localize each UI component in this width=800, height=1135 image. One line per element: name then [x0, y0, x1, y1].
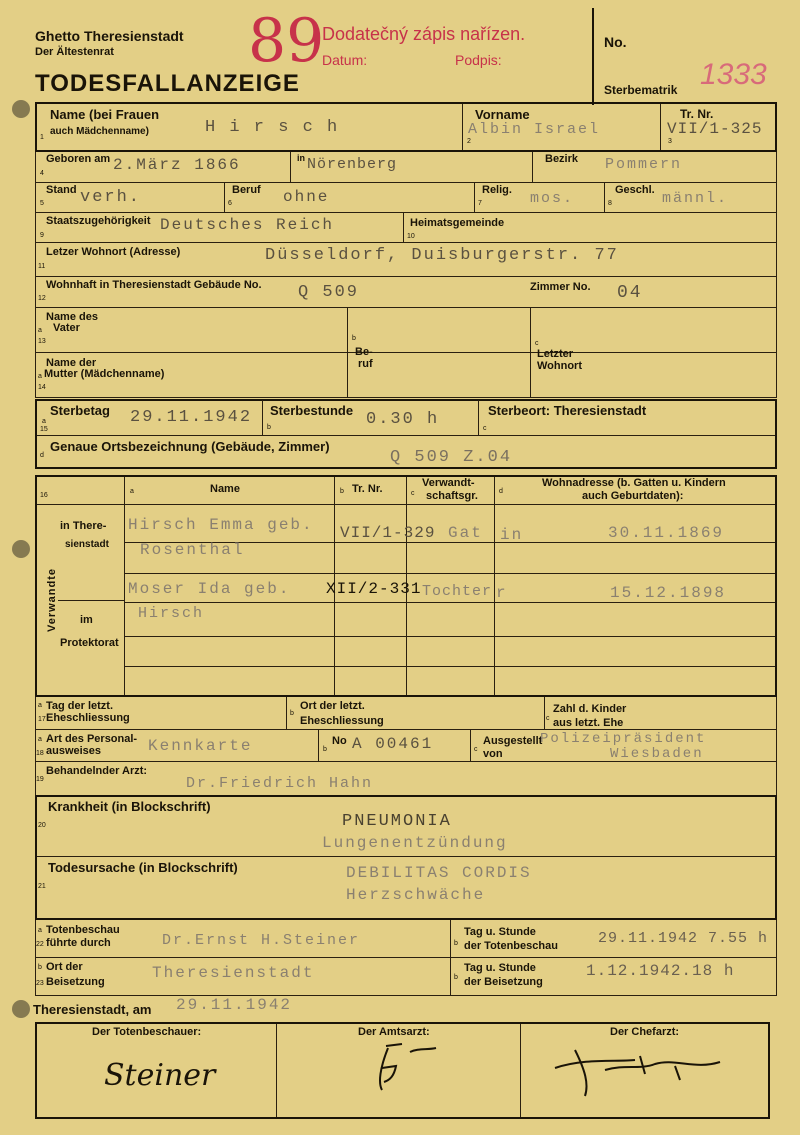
totenbeschau-label: Totenbeschau [46, 924, 120, 936]
todesursache-value: DEBILITAS CORDIS [346, 864, 532, 882]
theresienstadt-am-label: Theresienstadt, am [33, 1002, 152, 1017]
in-theresienstadt-label-2: sienstadt [65, 539, 109, 550]
ausgestellt-value-2: Wiesbaden [610, 746, 704, 762]
eltern-wohnort-label: Letzter [537, 348, 574, 360]
ausweis-no-value: A 00461 [352, 735, 434, 753]
beisetzung-tag-label-2: der Beisetzung [464, 976, 543, 988]
eltern-beruf-label-2: ruf [358, 358, 373, 370]
ehe-tag-label-2: Eheschliessung [46, 712, 130, 724]
beisetzung-label-2: Beisetzung [46, 976, 105, 988]
stamp-podpis: Podpis: [455, 52, 502, 68]
geboren-label: Geboren am [46, 153, 111, 165]
ausgestellt-value: Polizeipräsident [540, 731, 707, 747]
ausweis-value: Kennkarte [148, 737, 253, 755]
col-name-header: Name [210, 483, 240, 495]
vater-label: Name des [46, 311, 98, 323]
relative-date: 15.12.1898 [610, 584, 727, 602]
header-divider [592, 8, 594, 105]
ausgestellt-label: Ausgestellt [483, 735, 543, 747]
relative-name: Rosenthal [140, 541, 245, 559]
relative-name: Hirsch [138, 605, 205, 622]
sterbeort-label: Sterbeort: Theresienstadt [488, 403, 647, 418]
beisetzung-tag-label: Tag u. Stunde [464, 962, 536, 974]
arzt-value: Dr.Friedrich Hahn [186, 775, 374, 792]
vorname-label: Vorname [475, 107, 530, 122]
ortsbezeichnung-value: Q 509 Z.04 [390, 448, 513, 467]
sterbetag-value: 29.11.1942 [130, 408, 253, 427]
totenbeschau-tag-label-2: der Totenbeschau [464, 940, 558, 952]
col-adr-header-2: auch Geburtdaten): [582, 490, 684, 502]
arzt-label: Behandelnder Arzt: [46, 765, 148, 777]
org-name: Ghetto Theresienstadt [35, 28, 184, 44]
org-subname: Der Ältestenrat [35, 46, 114, 58]
todesursache-value-2: Herzschwäche [346, 886, 486, 904]
sterbetag-label: Sterbetag [50, 403, 110, 418]
vater-label-2: Vater [53, 322, 80, 334]
mutter-label-2: Mutter (Mädchenname) [44, 368, 165, 380]
stamp-datum: Datum: [322, 52, 368, 68]
ausweis-label: Art des Personal- [46, 733, 138, 745]
relative-date: 30.11.1869 [608, 524, 725, 542]
in-theresienstadt-label: in There- [60, 520, 107, 532]
geboren-value: 2.März 1866 [113, 156, 241, 174]
gebaeude-value: Q 509 [298, 283, 360, 302]
punch-hole [12, 100, 30, 118]
amtsarzt-sig-label: Der Amtsarzt: [358, 1026, 430, 1038]
relative-name: Moser Ida geb. [128, 580, 291, 598]
ausweis-label-2: ausweises [46, 745, 102, 757]
sterbematrik-number: 1333 [700, 58, 767, 91]
punch-hole [12, 1000, 30, 1018]
wohnhaft-label: Wohnhaft in Theresienstadt Gebäude No. [46, 279, 262, 291]
footer-date: 29.11.1942 [176, 996, 293, 1014]
krankheit-value-2: Lungenentzündung [322, 834, 508, 852]
geschl-label: Geschl. [615, 184, 655, 196]
totenbeschau-tag-label: Tag u. Stunde [464, 926, 536, 938]
staat-label: Staatszugehörigkeit [46, 215, 151, 227]
zimmer-label: Zimmer No. [530, 281, 591, 293]
verwandte-side-label: Verwandte [46, 567, 59, 633]
relative-name: Hirsch Emma geb. [128, 516, 314, 534]
eltern-wohnort-label-2: Wohnort [537, 360, 583, 372]
sterbematrik-label: Sterbematrik [604, 83, 678, 97]
beisetzung-label: Ort der [46, 961, 83, 973]
chefarzt-sig-label: Der Chefarzt: [610, 1026, 680, 1038]
totenbeschau-label-2: führte durch [46, 937, 111, 949]
totenbeschau-tag-value: 29.11.1942 7.55 h [598, 930, 769, 947]
ehe-tag-label: Tag der letzt. [46, 700, 114, 712]
heimat-label: Heimatsgemeinde [410, 217, 505, 229]
chefarzt-signature [545, 1040, 745, 1100]
relig-label: Relig. [482, 184, 512, 196]
relative-adr: r [496, 584, 508, 602]
beruf-value: ohne [283, 188, 330, 206]
form-title: TODESFALLANZEIGE [35, 70, 300, 97]
kinder-label: Zahl d. Kinder [553, 703, 627, 715]
big-number: 89 [248, 6, 325, 76]
col-adr-header: Wohnadresse (b. Gatten u. Kindern [542, 477, 726, 489]
zimmer-value: 04 [617, 283, 643, 303]
name-label-2: auch Mädchenname) [50, 126, 149, 137]
sterbestunde-label: Sterbestunde [270, 403, 354, 418]
relative-verw: Tochter [422, 583, 493, 600]
eltern-beruf-label: Be- [355, 346, 373, 358]
col-tr-header: Tr. Nr. [352, 483, 383, 495]
relig-value: mos. [530, 190, 575, 207]
stand-value: verh. [80, 188, 142, 207]
totenbeschauer-signature: Steiner [104, 1058, 216, 1093]
in-label: in [297, 153, 305, 163]
beisetzung-value: Theresienstadt [152, 964, 315, 982]
name-value: H i r s c h [205, 118, 340, 137]
stand-label: Stand [46, 184, 77, 196]
relative-verw: Gat [448, 524, 483, 542]
krankheit-value: PNEUMONIA [342, 812, 452, 831]
tr-value: VII/1-325 [667, 120, 763, 138]
wohnort-value: Düsseldorf, Duisburgerstr. 77 [265, 246, 619, 265]
vorname-value: Albin Israel [468, 121, 601, 138]
geschl-value: männl. [662, 190, 729, 207]
beisetzung-tag-value: 1.12.1942.18 h [586, 962, 735, 980]
geburtsort-value: Nörenberg [307, 156, 398, 173]
ehe-ort-label: Ort der letzt. [300, 700, 365, 712]
totenbeschau-value: Dr.Ernst H.Steiner [162, 932, 361, 949]
mutter-label: Name der [46, 357, 97, 369]
sterbestunde-value: 0.30 h [366, 410, 440, 429]
krankheit-label: Krankheit (in Blockschrift) [48, 799, 211, 814]
col-verw-header: Verwandt- [422, 477, 475, 489]
totenbeschauer-sig-label: Der Totenbeschauer: [92, 1026, 202, 1038]
no-label: No. [604, 34, 627, 50]
im-label: im [80, 614, 93, 626]
relative-tr: XII/2-331 [326, 580, 422, 598]
wohnort-label: Letzer Wohnort (Adresse) [46, 246, 181, 258]
kinder-label-2: aus letzt. Ehe [553, 717, 624, 729]
todesursache-label: Todesursache (in Blockschrift) [48, 860, 238, 875]
bezirk-label: Bezirk [545, 153, 579, 165]
col-verw-header-2: schaftsgr. [426, 490, 478, 502]
relative-tr: VII/1-329 [340, 524, 436, 542]
protektorat-label: Protektorat [60, 637, 119, 649]
ausgestellt-label-2: von [483, 748, 503, 760]
relative-adr: in [500, 526, 524, 544]
tr-label: Tr. Nr. [680, 107, 714, 121]
staat-value: Deutsches Reich [160, 216, 335, 234]
ehe-ort-label-2: Eheschliessung [300, 715, 384, 727]
amtsarzt-signature [360, 1038, 470, 1098]
bezirk-value: Pommern [605, 156, 683, 173]
punch-hole [12, 540, 30, 558]
stamp-note: Dodatečný zápis nařízen. [322, 24, 526, 44]
beruf-label: Beruf [232, 184, 261, 196]
name-label: Name (bei Frauen [50, 107, 160, 122]
ortsbezeichnung-label: Genaue Ortsbezeichnung (Gebäude, Zimmer) [50, 439, 330, 454]
ausweis-no-label: No [332, 735, 347, 747]
